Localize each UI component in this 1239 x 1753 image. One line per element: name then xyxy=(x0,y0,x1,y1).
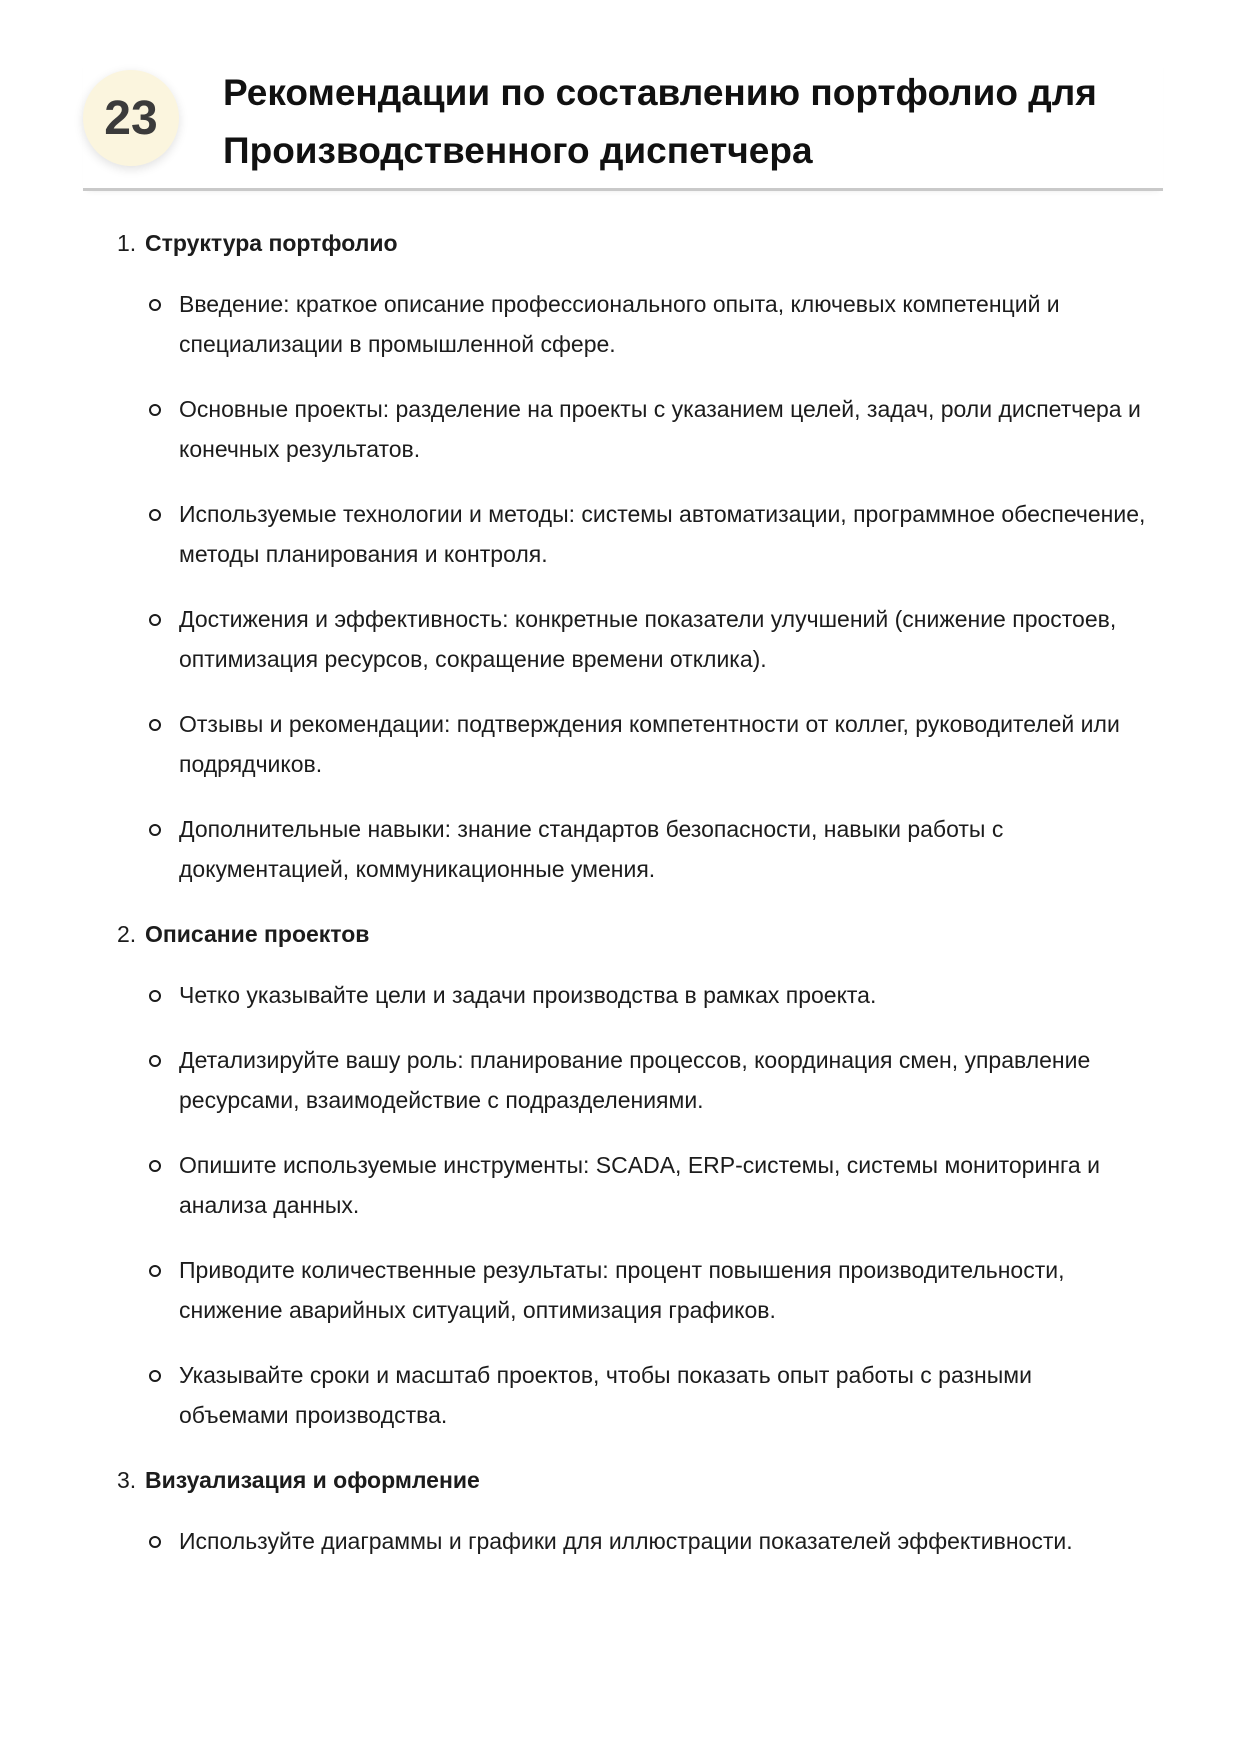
list-item-text: Приводите количественные результаты: процент повышения производительности, снижение аварийных ситуаций, оптимизация графиков. xyxy=(179,1257,1065,1323)
circle-bullet-icon xyxy=(149,990,161,1002)
circle-bullet-icon xyxy=(149,1536,161,1548)
list-item xyxy=(179,1355,1157,1435)
section-structure xyxy=(117,226,1157,889)
circle-bullet-icon xyxy=(149,824,161,836)
section-number: 1. xyxy=(117,230,137,256)
circle-bullet-icon xyxy=(149,1370,161,1382)
circle-bullet-icon xyxy=(149,1265,161,1277)
list-item-text: Введение: краткое описание профессионального опыта, ключевых компетенций и специализации в промышленной сфере. xyxy=(179,291,1060,357)
section-title: Визуализация и оформление xyxy=(145,1467,480,1493)
bullet-list xyxy=(117,1521,1157,1561)
list-item-text: Детализируйте вашу роль: планирование процессов, координация смен, управление ресурсами, взаимодействие с подразделениями. xyxy=(179,1047,1091,1113)
circle-bullet-icon xyxy=(149,1055,161,1067)
bullet-list xyxy=(117,284,1157,889)
circle-bullet-icon xyxy=(149,1160,161,1172)
list-item xyxy=(179,975,1157,1015)
list-item-text: Достижения и эффективность: конкретные показатели улучшений (снижение простоев, оптимизация ресурсов, сокращение времени отклика). xyxy=(179,606,1117,672)
content xyxy=(117,226,1157,1589)
list-item-text: Используйте диаграммы и графики для иллюстрации показателей эффективности. xyxy=(179,1528,1073,1554)
list-item-text: Основные проекты: разделение на проекты с указанием целей, задач, роли диспетчера и конечных результатов. xyxy=(179,396,1141,462)
list-item xyxy=(179,1250,1157,1330)
section-visualization xyxy=(117,1463,1157,1561)
list-item xyxy=(179,704,1157,784)
list-item xyxy=(179,1145,1157,1225)
section-number: 3. xyxy=(117,1467,137,1493)
list-item xyxy=(179,809,1157,889)
list-item-text: Используемые технологии и методы: системы автоматизации, программное обеспечение, методы планирования и контроля. xyxy=(179,501,1146,567)
list-item xyxy=(179,1521,1157,1561)
section-projects xyxy=(117,917,1157,1435)
list-item xyxy=(179,599,1157,679)
section-title: Структура портфолио xyxy=(145,230,398,256)
list-item-text: Четко указывайте цели и задачи производства в рамках проекта. xyxy=(179,982,877,1008)
page-header xyxy=(83,60,1163,191)
section-heading xyxy=(117,917,1157,951)
list-item-text: Дополнительные навыки: знание стандартов безопасности, навыки работы с документацией, коммуникационные умения. xyxy=(179,816,1004,882)
circle-bullet-icon xyxy=(149,404,161,416)
list-item xyxy=(179,494,1157,574)
circle-bullet-icon xyxy=(149,509,161,521)
list-item xyxy=(179,1040,1157,1120)
list-item xyxy=(179,389,1157,469)
section-heading xyxy=(117,226,1157,260)
section-heading xyxy=(117,1463,1157,1497)
page-title: Рекомендации по составлению портфолио для Производственного диспетчера xyxy=(223,72,1097,171)
section-number: 2. xyxy=(117,921,137,947)
list-item xyxy=(179,284,1157,364)
circle-bullet-icon xyxy=(149,719,161,731)
list-item-text: Отзывы и рекомендации: подтверждения компетентности от коллег, руководителей или подрядчиков. xyxy=(179,711,1120,777)
list-item-text: Опишите используемые инструменты: SCADA, ERP-системы, системы мониторинга и анализа данных. xyxy=(179,1152,1100,1218)
circle-bullet-icon xyxy=(149,614,161,626)
bullet-list xyxy=(117,975,1157,1435)
page-number-badge: 23 xyxy=(83,70,179,166)
circle-bullet-icon xyxy=(149,299,161,311)
section-title: Описание проектов xyxy=(145,921,370,947)
list-item-text: Указывайте сроки и масштаб проектов, чтобы показать опыт работы с разными объемами производства. xyxy=(179,1362,1032,1428)
